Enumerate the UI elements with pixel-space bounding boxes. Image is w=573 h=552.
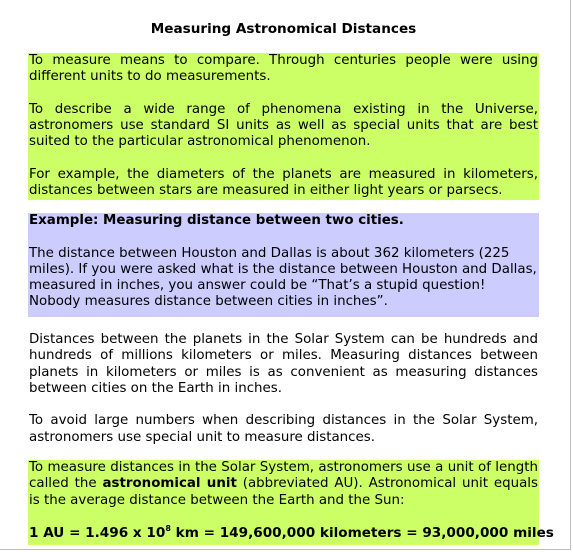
- page-title: Measuring Astronomical Distances: [150, 21, 417, 37]
- intro-highlight-box: [28, 53, 539, 200]
- solar-system-text: [28, 332, 539, 446]
- au-text-after: (abbreviated AU). Astronomical unit equals is the average distance between the Earth and the Sun:: [29, 476, 538, 508]
- intro-paragraph-3: For example, the diameters of the planets are measured in kilometers, distances between stars are measured in either light years or parsecs.: [29, 167, 538, 199]
- au-term: astronomical unit: [102, 476, 237, 492]
- au-text-before: To measure distances in the Solar System, astronomers use a unit of length called the: [29, 460, 538, 492]
- intro-paragraph-2: To describe a wide range of phenomena existing in the Universe, astronomers use standard SI units as well as special units that are best suited to the particular astronomical phenomenon.: [29, 101, 538, 150]
- example-box: [28, 213, 539, 317]
- body-paragraph-2: To avoid large numbers when describing distances in the Solar System, astronomers use special unit to measure distances.: [29, 413, 538, 445]
- au-equation-exponent: 8: [165, 524, 171, 534]
- au-equation-start: 1 AU = 1.496 x 10: [29, 525, 166, 542]
- au-equation-end: km = 149,600,000 kilometers = 93,000,000 miles: [170, 525, 554, 542]
- example-heading: Example: Measuring distance between two cities.: [29, 213, 404, 228]
- example-text: The distance between Houston and Dallas is about 362 kilometers (225 miles). If you were asked what is the distance between Houston and Dallas, measured in inches, you answer could be “That’s a stupid question! Nobody measures distance between cities in inches”.: [29, 245, 537, 310]
- au-equation: [29, 524, 554, 542]
- body-paragraph-1: Distances between the planets in the Solar System can be hundreds and hundreds of millions kilometers or miles. Measuring distances between planets in kilometers or miles is as convenient as measuring distances between cities on the Earth in inches.: [29, 332, 538, 396]
- intro-paragraph-1: To measure means to compare. Through centuries people were using different units to do measurements.: [29, 53, 538, 85]
- au-definition-box: [28, 460, 554, 545]
- au-definition-text: [29, 460, 538, 509]
